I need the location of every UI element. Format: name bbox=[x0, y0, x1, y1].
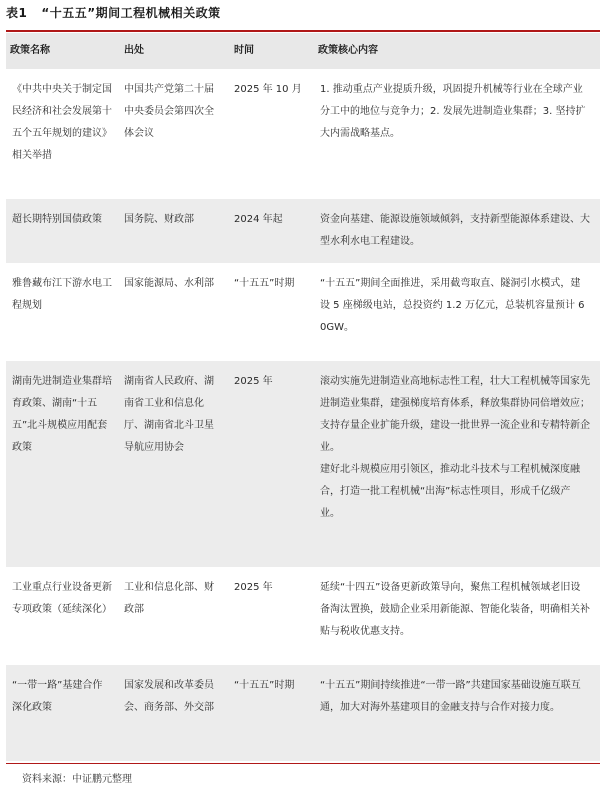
source-cell: 国家能源局、水利部 bbox=[124, 278, 214, 289]
content-cell: 延续“十四五”设备更新政策导向，聚焦工程机械领域老旧设备淘汰置换，鼓励企业采用新能源、智能化装备，明确相关补贴与税收优惠支持。 bbox=[320, 582, 590, 637]
time-cell: 2025 年 bbox=[234, 582, 273, 593]
source-cell: 国务院、财政部 bbox=[124, 214, 194, 225]
source-note: 资料来源：中证鹏元整理 bbox=[22, 774, 132, 785]
policy-name-cell: 雅鲁藏布江下游水电工程规划 bbox=[12, 278, 112, 311]
table-header-row bbox=[6, 33, 600, 69]
header-source: 出处 bbox=[120, 33, 230, 69]
content-paragraph: 滚动实施先进制造业高地标志性工程，壮大工程机械等国家先进制造业集群，建强梯度培育体系，释放集群协同倍增效应；支持存量企业扩能升级，建设一批世界一流企业和专精特新企业。 bbox=[320, 376, 590, 453]
policy-name-cell: 湖南先进制造业集群培育政策、湖南“十五五”北斗规模应用配套政策 bbox=[12, 376, 112, 453]
content-cell: “十五五”期间持续推进“一带一路”共建国家基础设施互联互通，加大对海外基建项目的金融支持与合作对接力度。 bbox=[320, 680, 581, 713]
time-cell: “十五五”时期 bbox=[234, 278, 295, 289]
header-policy-name: 政策名称 bbox=[6, 33, 120, 69]
table-number: 表1 bbox=[6, 6, 28, 20]
policy-name-cell: 工业重点行业设备更新专项政策（延续深化） bbox=[12, 582, 112, 615]
source-cell: 湖南省人民政府、湖南省工业和信息化厅、湖南省北斗卫星导航应用协会 bbox=[124, 376, 214, 453]
table-row bbox=[6, 665, 600, 761]
content-cell: 1. 推动重点产业提质升级，巩固提升机械等行业在全球产业分工中的地位与竞争力；2. 发展先进制造业集群；3. 坚持扩大内需战略基点。 bbox=[320, 84, 586, 139]
source-cell: 工业和信息化部、财政部 bbox=[124, 582, 214, 615]
time-cell: 2025 年 10 月 bbox=[234, 84, 302, 95]
content-paragraph: 建好北斗规模应用引领区，推动北斗技术与工程机械深度融合，打造一批工程机械“出海”标志性项目，形成千亿级产业。 bbox=[320, 464, 580, 519]
content-cell: “十五五”期间全面推进，采用截弯取直、隧洞引水模式，建设 5 座梯级电站，总投资约 1.2 万亿元，总装机容量预计 60GW。 bbox=[320, 278, 585, 333]
bottom-rule bbox=[6, 763, 600, 764]
table-row bbox=[6, 69, 600, 199]
policy-name-cell: 《中共中央关于制定国民经济和社会发展第十五个五年规划的建议》相关举措 bbox=[12, 84, 112, 161]
source-cell: 国家发展和改革委员会、商务部、外交部 bbox=[124, 680, 214, 713]
content-cell: 资金向基建、能源设施领域倾斜，支持新型能源体系建设、大型水利水电工程建设。 bbox=[320, 214, 590, 247]
header-core-content: 政策核心内容 bbox=[314, 33, 600, 69]
source-cell: 中国共产党第二十届中央委员会第四次全体会议 bbox=[124, 84, 214, 139]
policy-name-cell: “一带一路”基建合作深化政策 bbox=[12, 680, 103, 713]
table-row bbox=[6, 361, 600, 567]
policy-table bbox=[6, 33, 600, 761]
time-cell: 2024 年起 bbox=[234, 214, 283, 225]
top-rule bbox=[6, 30, 600, 32]
table-caption: “十五五”期间工程机械相关政策 bbox=[41, 6, 221, 20]
table-title bbox=[6, 4, 221, 21]
table-row bbox=[6, 567, 600, 665]
table-row bbox=[6, 199, 600, 263]
policy-name-cell: 超长期特别国债政策 bbox=[12, 214, 102, 225]
header-time: 时间 bbox=[230, 33, 314, 69]
time-cell: “十五五”时期 bbox=[234, 680, 295, 691]
table-row bbox=[6, 263, 600, 361]
time-cell: 2025 年 bbox=[234, 376, 273, 387]
